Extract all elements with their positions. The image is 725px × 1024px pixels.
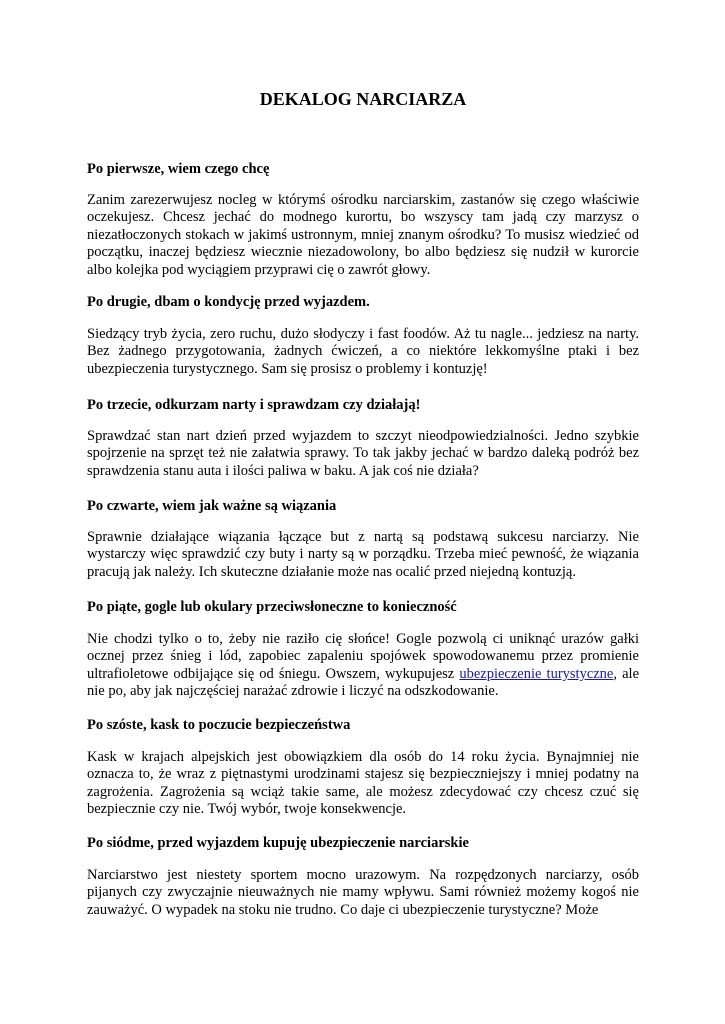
section-body-1: Zanim zarezerwujesz nocleg w którymś ośrodku narciarskim, zastanów się czego właściwie oczekujesz. Chcesz jechać do modnego kurortu, bo wszyscy tam jadą czy marzysz o niezatłoczonych stokach w jakimś ustronnym, mniej znanym ośrodku? To musisz wiedzieć od początku, inaczej będziesz wiecznie niezadowolony, bo albo będziesz się nudził w kurorcie albo kolejka pod wyciągiem przyprawi cię o zawrót głowy. <box>87 192 639 278</box>
section-heading-4: Po czwarte, wiem jak ważne są wiązania <box>87 498 337 514</box>
travel-insurance-link[interactable]: ubezpieczenie turystyczne <box>459 665 614 682</box>
section-body-5 <box>87 631 639 701</box>
section-heading-2: Po drugie, dbam o kondycję przed wyjazdem. <box>87 294 370 310</box>
section-heading-5: Po piąte, gogle lub okulary przeciwsłoneczne to konieczność <box>87 599 457 615</box>
section-heading-3: Po trzecie, odkurzam narty i sprawdzam czy działają! <box>87 397 421 413</box>
section-body-4: Sprawnie działające wiązania łączące but z nartą są podstawą sukcesu narciarzy. Nie wystarczy więc sprawdzić czy buty i narty są w porządku. Trzeba mieć pewność, że wiązania pracują jak należy. Ich skuteczne działanie może nas ocalić przed niejedną kontuzją. <box>87 529 639 580</box>
section-heading-1: Po pierwsze, wiem czego chcę <box>87 161 270 177</box>
section-body-2: Siedzący tryb życia, zero ruchu, dużo słodyczy i fast foodów. Aż tu nagle... jedziesz na narty. Bez żadnego przygotowania, żadnych ćwiczeń, a co niektóre lekkomyślne ptaki i bez ubezpieczenia turystycznego. Sam się prosisz o problemy i kontuzję! <box>87 326 639 377</box>
section-body-5-text-after: , ale nie po, aby jak najczęściej narażać zdrowie i liczyć na odszkodowanie. <box>87 665 639 700</box>
section-body-6: Kask w krajach alpejskich jest obowiązkiem dla osób do 14 roku życia. Bynajmniej nie oznacza to, że wraz z piętnastymi urodzinami stajesz się bezpieczniejszy i mniej podatny na zagrożenia. Zagrożenia są wciąż takie same, ale możesz zdecydować czy chcesz czuć się bezpiecznie czy nie. Twój wybór, twoje konsekwencje. <box>87 749 639 818</box>
section-heading-7: Po siódme, przed wyjazdem kupuję ubezpieczenie narciarskie <box>87 835 469 851</box>
section-body-3: Sprawdzać stan nart dzień przed wyjazdem to szczyt nieodpowiedzialności. Jedno szybkie spojrzenie na sprzęt też nie załatwia sprawy. To tak jakby jechać w bardzo daleką podróż bez sprawdzenia stanu auta i ilości paliwa w baku. A jak coś nie działa? <box>87 428 639 479</box>
section-heading-6: Po szóste, kask to poczucie bezpieczeństwa <box>87 717 351 733</box>
document-title: DEKALOG NARCIARZA <box>259 89 467 109</box>
section-body-5-text-before: Nie chodzi tylko o to, żeby nie raziło cię słońce! Gogle pozwolą ci uniknąć urazów gałki ocznej przez śnieg i lód, zapobiec zapaleniu spojówek spowodowanemu przez promienie ultrafioletowe odbijające się od śniegu. Owszem, wykupujesz <box>87 631 639 682</box>
section-body-7: Narciarstwo jest niestety sportem mocno urazowym. Na rozpędzonych narciarzy, osób pijanych czy zwyczajnie nieuważnych nie mamy wpływu. Sami również możemy kogoś nie zauważyć. O wypadek na stoku nie trudno. Co daje ci ubezpieczenie turystyczne? Może <box>87 867 639 918</box>
